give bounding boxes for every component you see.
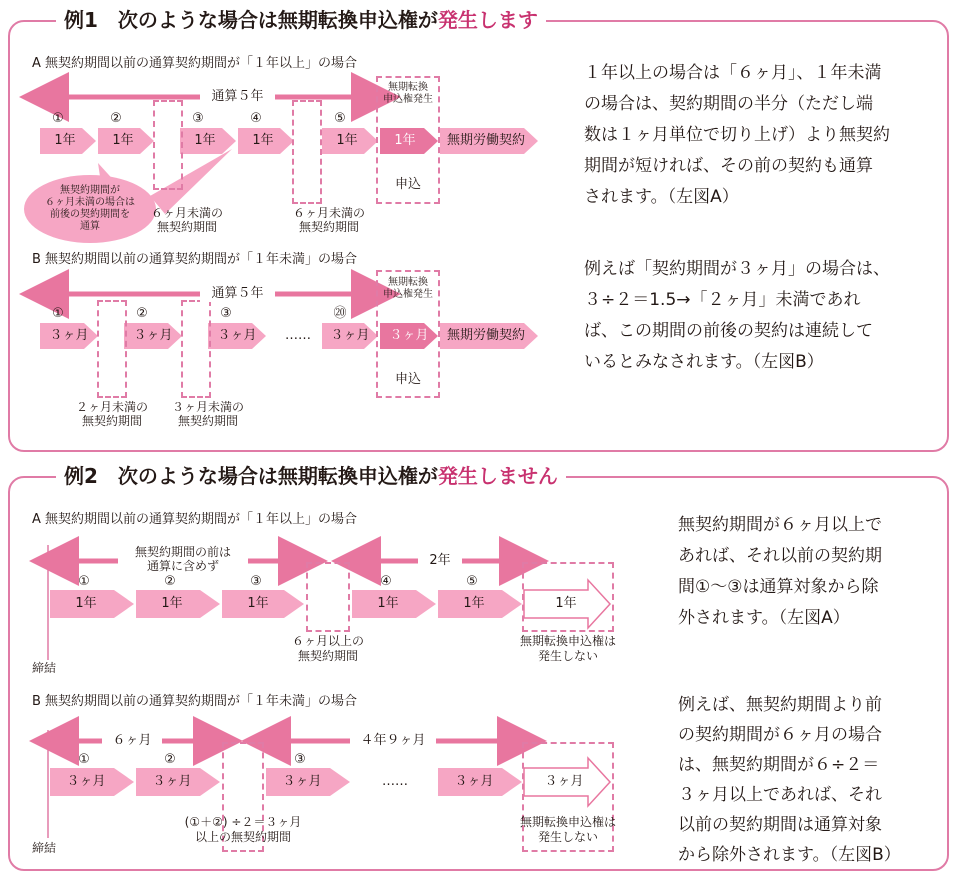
ex1b-gap2-label: ３ヶ月未満の 無契約期間 bbox=[171, 400, 244, 428]
ex2a-gap-label: ６ヶ月以上の 無契約期間 bbox=[291, 634, 364, 663]
ex2b-subtitle: B 無契約期間以前の通算契約期間が「１年未満」の場合 bbox=[32, 694, 358, 709]
ex1a-gap2-box bbox=[292, 100, 322, 204]
ex2-para2: 例えば、無契約期間より前 の契約期間が６ヶ月の場合 は、無契約期間が６÷２＝ ３ヶ月以上であれば、それ 以前の契約期間は通算対象 から除外されます。（左図B） bbox=[678, 695, 901, 865]
ex2a-gap-box bbox=[306, 562, 350, 632]
example1-title-text: 例1 次のような場合は無期転換申込権が bbox=[64, 8, 438, 32]
ex1a-rights-note: 無期転換 申込権発生 bbox=[383, 82, 433, 105]
ex1b-num2: ② bbox=[136, 306, 148, 321]
ex1b-rights-note: 無期転換 申込権発生 bbox=[383, 277, 433, 300]
ex2b-right-span: ４年９ヶ月 bbox=[360, 733, 426, 748]
ex1b-right-label: 無期労働契約 bbox=[446, 328, 525, 343]
ex1b-label4: ３ヶ月 bbox=[330, 328, 370, 343]
ex1b-label5: ３ヶ月 bbox=[389, 328, 429, 343]
ex2b-label4: ３ヶ月 bbox=[454, 774, 494, 789]
ex2a-label5: 1年 bbox=[463, 596, 485, 611]
ex2a-left-span: 無契約期間の前は 通算に含めず bbox=[134, 545, 231, 573]
example2-title-highlight: 発生しません bbox=[437, 464, 558, 488]
ex1a-apply-label: 申込 bbox=[394, 177, 421, 192]
example1-title-highlight: 発生します bbox=[437, 8, 538, 32]
ex1b-label2: ３ヶ月 bbox=[133, 328, 173, 343]
ex2a-label4: 1年 bbox=[377, 596, 399, 611]
ex1-para2: 例えば「契約期間が３ヶ月」の場合は、 ３÷２＝1.5→「２ヶ月」未満であれ ば、この期間の前後の契約は連続して いるとみなされます。（左図B） bbox=[584, 259, 890, 372]
ex2b-num1: ① bbox=[78, 752, 90, 767]
ex2a-label3: 1年 bbox=[247, 596, 269, 611]
ex2b-label2: ３ヶ月 bbox=[152, 774, 192, 789]
ex2b-num2: ② bbox=[164, 752, 176, 767]
ex2a-subtitle: A 無契約期間以前の通算契約期間が「１年以上」の場合 bbox=[32, 512, 358, 527]
ex2-para1: 無契約期間が６ヶ月以上で あれば、それ以前の契約期 間①〜③は通算対象から除 外されます。（左図A） bbox=[678, 515, 882, 628]
ex1b-gap1-box bbox=[97, 300, 127, 398]
ex1b-apply-label: 申込 bbox=[394, 372, 421, 387]
ex2a-label2: 1年 bbox=[161, 596, 183, 611]
ex1b-span-label: 通算５年 bbox=[200, 286, 275, 302]
ex1a-bubble-text: 無契約期間が ６ヶ月未満の場合は 前後の契約期間を 通算 bbox=[45, 185, 135, 232]
ex1a-right-label: 無期労働契約 bbox=[446, 133, 525, 148]
example2-title bbox=[56, 463, 566, 489]
ex2b-gap-label: (①＋②) ÷２＝３ヶ月 以上の無契約期間 bbox=[184, 815, 302, 844]
ex1a-label2: 1年 bbox=[112, 133, 134, 148]
ex1a-label1: 1年 bbox=[54, 133, 76, 148]
ex1a-gap1-box bbox=[153, 100, 183, 190]
ex1a-num1: ① bbox=[52, 111, 64, 126]
ex2b-label5: ３ヶ月 bbox=[544, 774, 584, 789]
ex1a-label3: 1年 bbox=[194, 133, 216, 148]
ex1a-label6: 1年 bbox=[394, 133, 416, 148]
ex2b-num3: ③ bbox=[294, 752, 306, 767]
ex1a-num2: ② bbox=[110, 111, 122, 126]
ex2b-left-span: ６ヶ月 bbox=[112, 733, 152, 748]
ex2a-right-span: 2年 bbox=[429, 553, 451, 568]
ex1a-gap1-label: ６ヶ月未満の 無契約期間 bbox=[150, 206, 223, 234]
ex1a-subtitle: A 無契約期間以前の通算契約期間が「１年以上」の場合 bbox=[32, 56, 358, 71]
ex1a-num3: ③ bbox=[192, 111, 204, 126]
ex1a-label4: 1年 bbox=[252, 133, 274, 148]
ex1-para1: １年以上の場合は「６ヶ月」、１年未満 の場合は、契約期間の半分（ただし端 数は１ヶ月単位で切り上げ）より無契約 期間が短ければ、その前の契約も通算 されます。（左図A） bbox=[584, 63, 890, 207]
ex1b-num1: ① bbox=[52, 306, 64, 321]
ex2a-num1: ① bbox=[78, 574, 90, 589]
ex1b-dots: …… bbox=[285, 328, 311, 343]
ex2b-no-rights: 無期転換申込権は 発生しない bbox=[519, 815, 616, 844]
ex2a-no-rights: 無期転換申込権は 発生しない bbox=[519, 634, 616, 663]
ex2a-num3: ③ bbox=[250, 574, 262, 589]
ex2b-start-label: 締結 bbox=[32, 841, 57, 855]
ex2b-label3: ３ヶ月 bbox=[282, 774, 322, 789]
example2-title-text: 例2 次のような場合は無期転換申込権が bbox=[64, 464, 438, 488]
ex1b-subtitle: B 無契約期間以前の通算契約期間が「１年未満」の場合 bbox=[32, 252, 358, 267]
ex2a-label1: 1年 bbox=[75, 596, 97, 611]
ex1b-label3: ３ヶ月 bbox=[217, 328, 257, 343]
ex1a-span-label: 通算５年 bbox=[200, 89, 275, 105]
ex1b-gap2-box bbox=[181, 300, 211, 398]
ex1a-gap2-label: ６ヶ月未満の 無契約期間 bbox=[292, 206, 365, 234]
ex2a-num2: ② bbox=[164, 574, 176, 589]
ex2a-num4: ④ bbox=[380, 574, 392, 589]
ex2b-dots: …… bbox=[382, 774, 408, 789]
ex1b-num3: ③ bbox=[220, 306, 232, 321]
ex1a-num4: ④ bbox=[250, 111, 262, 126]
ex2b-label1: ３ヶ月 bbox=[66, 774, 106, 789]
ex2a-start-label: 締結 bbox=[32, 661, 57, 675]
ex1a-num5: ⑤ bbox=[334, 111, 346, 126]
ex2a-label6: 1年 bbox=[555, 596, 577, 611]
ex1b-num4: ⑳ bbox=[333, 306, 347, 321]
ex2a-num5: ⑤ bbox=[466, 574, 478, 589]
ex1b-gap1-label: ２ヶ月未満の 無契約期間 bbox=[75, 400, 148, 428]
ex1a-label5: 1年 bbox=[336, 133, 358, 148]
ex1b-label1: ３ヶ月 bbox=[49, 328, 89, 343]
